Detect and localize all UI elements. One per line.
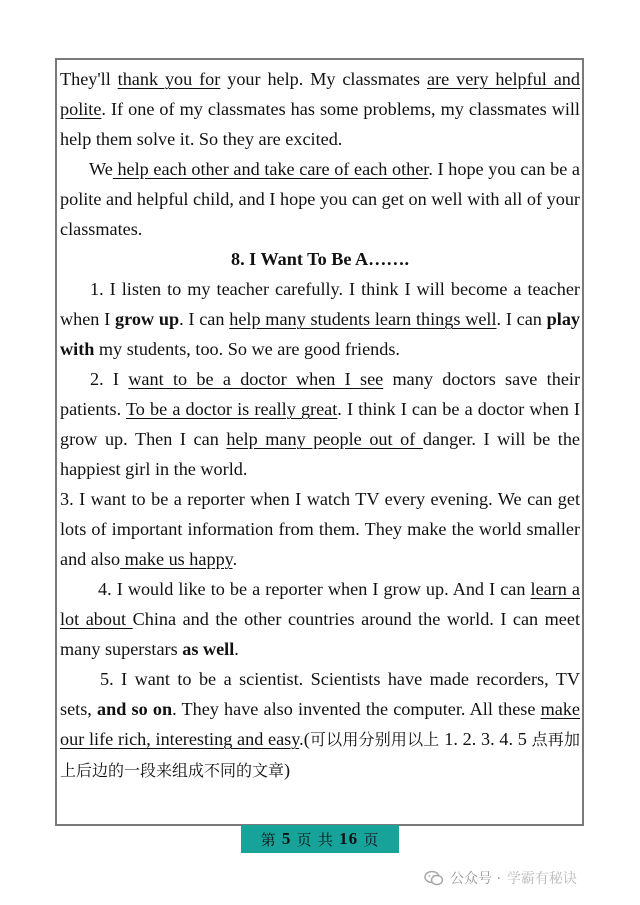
underlined-phrase: want to be a doctor when I see: [128, 369, 384, 389]
underlined-phrase: make us happy: [120, 549, 233, 569]
chinese-note: 点再加上后边的一段来组成不同的文章: [60, 730, 580, 780]
underlined-phrase: thank you for: [117, 69, 221, 89]
underlined-phrase: make our life rich, interesting and easy: [60, 699, 580, 749]
bold-phrase: as well: [182, 639, 235, 659]
page-number-badge: 第 5 页 共 16 页: [241, 825, 399, 853]
bold-phrase: grow up: [115, 309, 180, 329]
wechat-icon: [424, 870, 444, 886]
watermark: [424, 866, 577, 890]
list-item: 2. I want to be a doctor when I see many doctors save their patients. To be a doctor is really great. I think I can be a doctor when I grow up. Then I can help many people out of danger. I will be the happiest girl in the world.: [60, 369, 581, 479]
watermark-label: 公众号 ·: [450, 871, 501, 887]
underlined-phrase: help each other and take care of each other: [112, 159, 429, 179]
underlined-phrase: help many students learn things well: [229, 309, 497, 329]
bold-phrase: and so on: [97, 699, 173, 719]
list-item: 5. I want to be a scientist. Scientists have made recorders, TV sets, and so on. They have also invented the computer. All these make our life rich, interesting and easy.(可以用分别用以上 1. 2. 3. 4. 5 点再加上后边的一段来组成不同的文章): [60, 669, 580, 780]
list-item: 4. I would like to be a reporter when I grow up. And I can learn a lot about China and the other countries around the world. I can meet many superstars as well.: [60, 579, 580, 659]
paragraph: They'll thank you for your help. My classmates are very helpful and polite. If one of my classmates has some problems, my classmates will help them solve it. So they are excited.: [60, 69, 580, 149]
chinese-note: 可以用分别用以上: [309, 730, 440, 749]
underlined-phrase: are very helpful and polite: [60, 69, 580, 119]
current-page: 5: [281, 829, 292, 848]
watermark-account: 学霸有秘诀: [506, 871, 577, 887]
underlined-phrase: To be a doctor is really great: [125, 399, 338, 419]
document-body: [60, 64, 580, 786]
list-item: 1. I listen to my teacher carefully. I think I will become a teacher when I grow up. I can help many students learn things well. I can play with my students, too. So we are good friends.: [60, 279, 581, 359]
paragraph: We help each other and take care of each other. I hope you can be a polite and helpful child, and I hope you can get on well with all of your classmates.: [60, 159, 580, 239]
bold-phrase: play with: [60, 309, 581, 359]
list-item: 3. I want to be a reporter when I watch TV every evening. We can get lots of important information from them. They make the world smaller and also make us happy.: [60, 489, 580, 569]
total-pages: 16: [339, 829, 359, 848]
section-title: 8. I Want To Be A…….: [230, 249, 410, 269]
underlined-phrase: help many people out of: [226, 429, 423, 449]
underlined-phrase: learn a lot about: [60, 579, 580, 629]
